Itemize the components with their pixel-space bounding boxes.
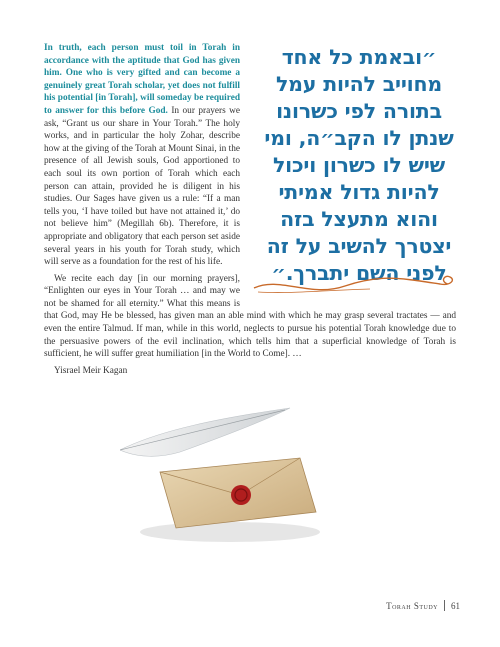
hebrew-line: מחוייב להיות עמל <box>275 72 443 96</box>
signature: Yisrael Meir Kagan <box>54 365 128 376</box>
hebrew-line: שנתן לו הקב״ה, ומי <box>264 126 454 150</box>
paragraph-1-text: In our prayers we ask, “Grant us our share in Your Torah.” The holy works, and in particular the holy Zohar, describe how at the giving of the Torah at Mount Sinai, in the presence of all Jewish souls, God apportioned to each soul its own portion of Torah which each person can attain, provided he is diligent in his studies. Our Sages have given us a rule: “If a man tells you, ‘I have toiled but have not attained it,’ do not believe him” (Megillah 6b). Therefore, it is appropriate and obligatory that each person set aside several years in his youth for Torah study, which will serve as a foundation for the rest of his life. <box>44 105 240 268</box>
page-number: 61 <box>451 600 460 611</box>
hebrew-quote-box <box>250 44 468 294</box>
paragraph-2: We recite each day [in our morning prayers], “Enlighten our eyes in Your Torah … and may we not be shamed for all eternity.” What this means is that God, may He be blessed, has given man an able mind with which he may grasp several tractates — and even the entire Talmud. If man, while in this world, neglects to pursue his potential Torah knowledge due to the persuasive powers of the evil inclination, which tells him that a superficial knowledge of Torah is sufficient, he will suffer great humiliation [in the World to Come]. … <box>44 273 456 360</box>
letter-illustration <box>120 400 340 550</box>
hebrew-quote <box>250 44 468 287</box>
article-body <box>44 42 456 377</box>
hebrew-line: לפני השם יתברך.״ <box>271 261 447 285</box>
hebrew-line: והוא מתעצל בזה <box>280 207 438 231</box>
quill-icon <box>120 408 290 456</box>
wax-seal-icon <box>231 485 251 505</box>
hebrew-line: בתורה לפי כשרונו <box>276 99 442 123</box>
hebrew-line: ״ובאמת כל אחד <box>281 45 437 69</box>
page-footer <box>386 600 460 611</box>
divider <box>444 600 445 611</box>
flourish-ornament <box>250 272 468 296</box>
section-title: Torah Study <box>386 600 438 611</box>
hebrew-line: להיות גדול אמיתי <box>278 180 440 204</box>
hebrew-line: שיש לו כשרון ויכול <box>272 153 446 177</box>
shadow <box>140 522 320 542</box>
emphasis-text: In truth, each person must toil in Torah in accordance with the aptitude that God has given him. One who is very gifted and can become a genuinely great Torah scholar, yet does not fulfill his potential [in Torah], will someday be required to answer for this before God. <box>44 43 240 116</box>
hebrew-line: יצטרך להשיב על זה <box>266 234 452 258</box>
